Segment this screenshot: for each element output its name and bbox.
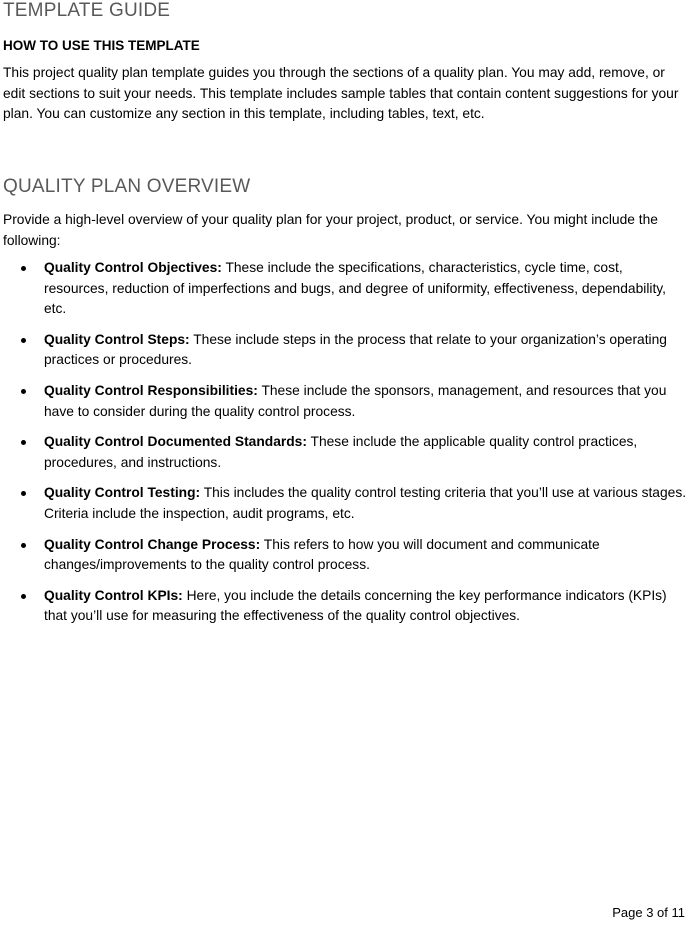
item-text: These include the specifications, characteristics, cycle time, cost, resources, reduction of imperfections and bugs, and degree of uniformity, effectiveness, dependability, etc. (44, 260, 666, 317)
bullet-icon (21, 266, 26, 271)
how-to-use-subheading: HOW TO USE THIS TEMPLATE (3, 38, 200, 53)
item-text: These include steps in the process that relate to your organization’s operating practices or procedures. (44, 331, 667, 368)
list-item (3, 535, 689, 576)
item-term: Quality Control Steps: (44, 331, 190, 347)
bullet-icon (21, 594, 26, 599)
item-term: Quality Control Responsibilities: (44, 382, 258, 398)
bullet-icon (21, 543, 26, 548)
bullet-icon (21, 491, 26, 496)
item-term: Quality Control Testing: (44, 485, 201, 501)
quality-plan-overview-heading: QUALITY PLAN OVERVIEW (3, 176, 251, 197)
overview-intro: Provide a high-level overview of your quality plan for your project, product, or service. You might include the following: (3, 212, 658, 248)
list-item (3, 586, 689, 627)
item-term: Quality Control Objectives: (44, 260, 222, 275)
item-term: Quality Control Documented Standards: (44, 434, 307, 450)
item-text: Here, you include the details concerning the key performance indicators (KPIs) that you’ll use for measuring the effectiveness of the quality control objectives. (44, 587, 667, 624)
bullet-icon (21, 389, 26, 394)
bullet-icon (21, 440, 26, 445)
list-item (3, 432, 689, 473)
item-term: Quality Control Change Process: (44, 536, 261, 552)
item-term: Quality Control KPIs: (44, 587, 183, 603)
template-guide-heading: TEMPLATE GUIDE (3, 0, 171, 21)
overview-bullet-list (3, 258, 689, 637)
item-text: This includes the quality control testing criteria that you’ll use at various stages. Criteria include the inspection, audit programs, etc. (44, 485, 687, 521)
item-text: These include the applicable quality control practices, procedures, and instructions. (44, 434, 638, 470)
template-guide-intro: This project quality plan template guides you through the sections of a quality plan. You may add, remove, or edit sections to suit your needs. This template includes sample tables that contain content suggestions for your plan. You can customize any section in this template, including tables, text, etc. (3, 65, 679, 122)
bullet-icon (21, 338, 26, 343)
item-text: These include the sponsors, management, and resources that you have to consider during the quality control process. (44, 382, 667, 419)
list-item (3, 483, 689, 524)
list-item (3, 258, 689, 320)
list-item (3, 330, 689, 371)
item-text: This refers to how you will document and communicate changes/improvements to the quality control process. (44, 536, 600, 573)
list-item (3, 381, 689, 422)
page-number: Page 3 of 11 (612, 905, 685, 920)
